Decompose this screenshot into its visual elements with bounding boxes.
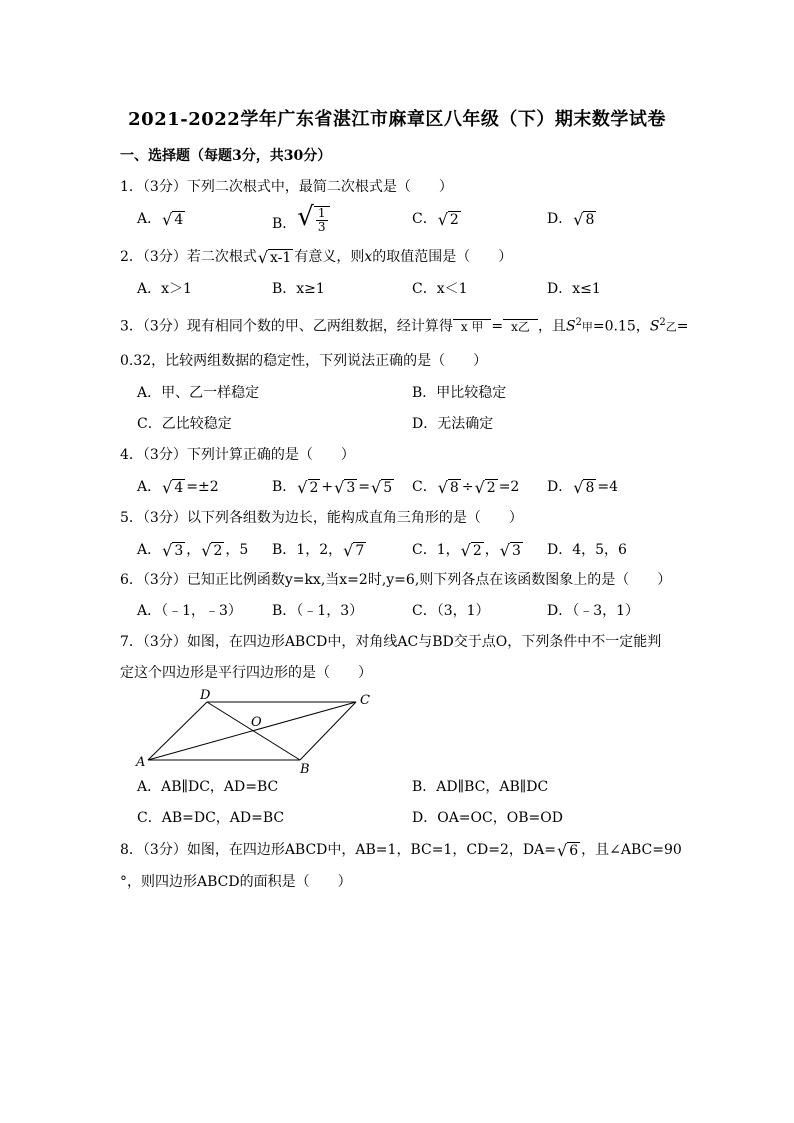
q5-option-b[interactable]: B．1，2， √ 7: [272, 541, 365, 560]
vertex-label-d: D: [200, 688, 211, 703]
q3-option-b[interactable]: B．甲比较稳定: [412, 385, 507, 401]
sqrt-symbol: √ 2: [437, 210, 459, 229]
q3-option-d[interactable]: D．无法确定: [412, 416, 494, 432]
vertex-label-c: C: [360, 693, 370, 708]
sqrt-symbol: √ 2: [460, 541, 482, 560]
q2-option-b[interactable]: B．x≥1: [272, 281, 325, 297]
sqrt-symbol: √ $\frac{1}{3}$: [297, 200, 329, 234]
q3-option-c[interactable]: C．乙比较稳定: [137, 416, 232, 432]
sqrt-symbol: √ 7: [343, 541, 365, 560]
q2-option-d[interactable]: D．x≤1: [547, 281, 601, 297]
question-7-stem-line2: 定这个四边形是平行四边形的是（ ）: [120, 665, 372, 681]
q6-option-a[interactable]: A．（﹣1，﹣3）: [137, 603, 242, 619]
q3-option-a[interactable]: A．甲、乙一样稳定: [137, 385, 260, 401]
q6-option-b[interactable]: B．（﹣1，3）: [272, 603, 364, 619]
sqrt-symbol: √ x-1: [257, 248, 292, 267]
vertex-label-o: O: [251, 715, 262, 730]
q5-option-c[interactable]: C．1， √ 2 ， √ 3: [412, 541, 521, 560]
q7-option-d[interactable]: D．OA=OC，OB=OD: [412, 810, 563, 826]
q6-option-d[interactable]: D．（﹣3，1）: [547, 603, 640, 619]
side-bc: [300, 702, 356, 760]
sqrt-symbol: √ 2: [474, 478, 496, 497]
sqrt-symbol: √ 5: [371, 478, 393, 497]
sqrt-symbol: √ 3: [334, 478, 356, 497]
sqrt-symbol: √ 8: [573, 210, 595, 229]
question-7-stem: 7．（3分）如图，在四边形ABCD中，对角线AC与BD交于点O，下列条件中不一定能判: [120, 634, 662, 650]
quadrilateral-figure-q7: [130, 684, 390, 776]
q7-option-b[interactable]: B．AD∥BC，AB∥DC: [412, 779, 549, 795]
sqrt-symbol: √ 4: [162, 478, 184, 497]
q1-option-a[interactable]: A． √ 4: [137, 210, 184, 229]
question-8-stem: 8．（3分）如图，在四边形ABCD中，AB=1，BC=1，CD=2，DA= √ 6 ，且∠ABC=90: [120, 841, 682, 860]
sqrt-symbol: √ 2: [297, 478, 319, 497]
vertex-label-b: B: [300, 762, 310, 776]
q1-option-b[interactable]: B． √ $\frac{1}{3}$: [272, 200, 331, 234]
q2-option-c[interactable]: C．x＜1: [412, 281, 468, 297]
sqrt-symbol: √ 6: [556, 841, 579, 860]
q1-option-d[interactable]: D． √ 8: [547, 210, 595, 229]
exam-title: 2021-2022学年广东省湛江市麻章区八年级（下）期末数学试卷: [128, 109, 666, 130]
q6-option-c[interactable]: C．（3，1）: [412, 603, 490, 619]
sqrt-symbol: √ 4: [162, 210, 184, 229]
question-8-stem-line2: °，则四边形ABCD的面积是（ ）: [120, 874, 352, 890]
question-2-stem: 2．（3分）若二次根式 √ x-1 有意义，则x的取值范围是（ ）: [120, 248, 513, 267]
sqrt-symbol: √ 8: [573, 478, 595, 497]
vertex-label-a: A: [136, 755, 146, 770]
q7-option-a[interactable]: A．AB∥DC，AD=BC: [137, 779, 279, 795]
mean-x-yi: x乙: [503, 319, 538, 334]
q5-option-d[interactable]: D．4，5，6: [547, 542, 627, 558]
q7-option-c[interactable]: C．AB=DC，AD=BC: [137, 810, 285, 826]
section-heading: 一、选择题（每题3分，共30分）: [120, 148, 332, 164]
q1-option-c[interactable]: C． √ 2: [412, 210, 459, 229]
q4-option-c[interactable]: C． √ 8 ÷ √ 2 =2: [412, 478, 520, 497]
mean-x-jia: x 甲: [453, 319, 492, 334]
question-5-stem: 5．（3分）以下列各组数为边长，能构成直角三角形的是（ ）: [120, 510, 523, 526]
q4-option-b[interactable]: B． √ 2 + √ 3 = √ 5: [272, 478, 393, 497]
sqrt-symbol: √ 2: [201, 541, 223, 560]
q2-option-a[interactable]: A．x＞1: [137, 281, 192, 297]
diagonal-ac: [148, 702, 356, 760]
sqrt-symbol: √ 3: [499, 541, 521, 560]
question-3-stem-line2: 0.32，比较两组数据的稳定性，下列说法正确的是（ ）: [120, 353, 488, 369]
diagonal-bd: [207, 702, 300, 760]
question-3-stem: 3．（3分）现有相同个数的甲、乙两组数据，经计算得 x 甲 = x乙 ，且$S^2$甲=0.15，$S^2$乙=: [120, 317, 689, 335]
question-1-stem: 1．（3分）下列二次根式中，最简二次根式是（ ）: [120, 179, 453, 195]
question-4-stem: 4．（3分）下列计算正确的是（ ）: [120, 447, 355, 463]
question-6-stem: 6．（3分）已知正比例函数y=kx,当x=2时,y=6,则下列各点在该函数图象上的是（ ）: [120, 572, 672, 588]
sqrt-symbol: √ 3: [162, 541, 184, 560]
q4-option-d[interactable]: D． √ 8 =4: [547, 478, 618, 497]
q4-option-a[interactable]: A． √ 4 =±2: [137, 478, 219, 497]
fraction: $\frac{1}{3}$: [317, 206, 326, 234]
q5-option-a[interactable]: A． √ 3 ， √ 2 ，5: [137, 541, 249, 560]
sqrt-symbol: √ 8: [437, 478, 459, 497]
